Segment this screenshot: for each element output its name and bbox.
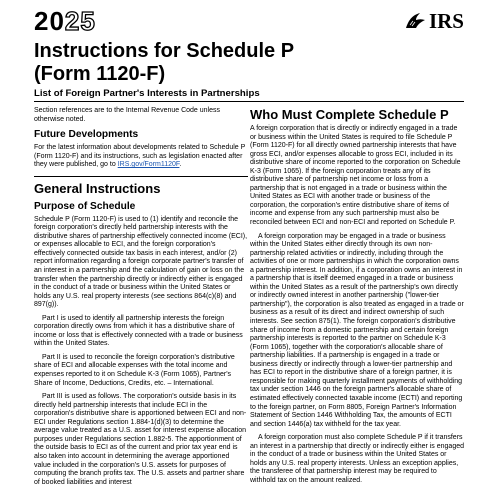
tax-year-solid: 20 — [34, 6, 65, 36]
tax-year-outline: 25 — [64, 6, 96, 36]
purpose-paragraph-4: Part III is used as follows. The corporation's outside basis in its directly held partnership interests that include ECI in the corporation's distributive share is apportioned between ECI and non-ECI under Regulations section 1.884-1(d)(3) to determine the average value treated as a U.S. asset for interest expense allocation purposes under Regulations section 1.882-5. The apportionment of the outside basis to ECI as of the current and prior tax year end is also taken into account in determining the average apportioned value included in the corporation's U.S. assets for purposes of computing the branch profits tax. The U.S. assets and partner share of booked liabilities and interest — [34, 393, 247, 486]
future-developments-heading: Future Developments — [34, 129, 139, 141]
future-developments-text: For the latest information about developments related to Schedule P (Form 1120-F) and its instructions, such as legislation enacted after they were published, go to IRS.gov/Form1120F. — [34, 144, 246, 169]
irs-logo — [404, 10, 464, 32]
irs-logo-text: IRS — [428, 9, 464, 33]
who-must-complete-heading: Who Must Complete Schedule P — [250, 107, 449, 122]
purpose-paragraph-2: Part I is used to identify all partnership interests the foreign corporation directly owns from which it has a distributive share of income or loss that is effectively connected with a trade or business within the United States. — [34, 314, 243, 348]
title-line-1: Instructions for Schedule P — [34, 40, 295, 62]
left-column — [34, 107, 248, 492]
future-developments-body: For the latest information about developments related to Schedule P (Form 1120-F) and its instructions, such as legislation enacted after they were published, go to — [34, 144, 246, 169]
eagle-icon — [404, 10, 426, 32]
intro-text: Section references are to the Internal Revenue Code unless otherwise noted. — [34, 107, 221, 123]
purpose-paragraph-3: Part II is used to reconcile the foreign corporation's distributive share of ECI and allocable expenses with the total income and expenses reported to it on Schedule K-3 (Form 1065), Partner's Share of Income, Deductions, Credits, etc. – International. — [34, 353, 235, 387]
irs-form-link[interactable]: IRS.gov/Form1120F — [117, 161, 180, 169]
right-column — [250, 107, 464, 490]
title-line-2: (Form 1120-F) — [34, 63, 166, 85]
who-paragraph-1: A foreign corporation that is directly or indirectly engaged in a trade or business within the United States is required to file Schedule P (Form 1120-F) for all directly owned partnership interests that have gross ECI, and/or expenses allocable to gross ECI, included in its distributive share of income reported to the corporation on Schedule K-3 (Form 1065). If the foreign corporation treats any of its distributive share of partnership net income or loss from a partnership that is not engaged in a trade or business within the United States as ECI with another trade or business of the corporation, the corporation's entire distributive share of items of income and expense from any such partnership must also be reconciled between ECI and non-ECI and reported on Schedule P. — [250, 125, 461, 227]
general-instructions-heading: General Instructions — [34, 176, 248, 196]
document-title — [34, 40, 294, 86]
who-paragraph-3: A foreign corporation must also complete Schedule P if it transfers an interest in a partnership that directly or indirectly either is engaged in the conduct of a trade or business within the United States or holds any U.S. real property interests. Unless an exception applies, the transferee of that partnership interest may be required to withhold tax on the amount realized. — [250, 434, 465, 484]
purpose-heading: Purpose of Schedule — [34, 200, 136, 212]
purpose-paragraph-1: Schedule P (Form 1120-F) is used to (1) identify and reconcile the foreign corporation's directly held partnership interests with the distributive shares of partnership effectively connected income (ECI), or expenses allocable to ECI, and the foreign corporation's effectively connected outside tax basis in each interest, and/or (2) report information regarding a foreign corporate partner's transfer of an interest in a partnership and the calculation of gain or loss on the transfer when the partnership directly or indirectly either is engaged in the conduct of a trade or business within the United States or holds any U.S. real property interests (see sections 864(c)(8) and 897(g)). — [34, 215, 248, 309]
who-paragraph-2: A foreign corporation may be engaged in a trade or business within the United States either directly through its own non-partnership related activities or indirectly, including through the activities of one or more partnerships in which the corporation owns a partnership interest. In addition, if a corporation owns an interest in a partnership that is itself deemed engaged in a trade or business within the United States as a result of the partnership's own directly or indirectly owned interest in another partnership ("lower-tier partnership"), the corporation is also treated as engaged in a trade or business as a result of its direct and indirect ownership of such interests. See section 875(1). The foreign corporation's distributive share of income from a domestic partnership and certain foreign partnership interests is reported to the partner on Schedule K-3 (Form 1065), together with the corporation's allocable share of partnership liabilities. If a partnership is engaged in a trade or business directly or indirectly through a lower-tier partnership and has ECI to report in the distributive share of a foreign partner, it is responsible for making quarterly installment payments of withholding tax under section 1446 on the foreign partner's allocable share of estimated effectively connected taxable income (ECTI) and reporting to the foreign partner, on Form 8805, Foreign Partner's Information Statement of Section 1446 Withholding Tax, the amounts of ECTI and section 1446(a) tax withheld for the tax year. — [250, 232, 464, 428]
tax-year — [34, 6, 96, 36]
document-subtitle: List of Foreign Partner's Interests in Partnerships — [34, 88, 464, 102]
